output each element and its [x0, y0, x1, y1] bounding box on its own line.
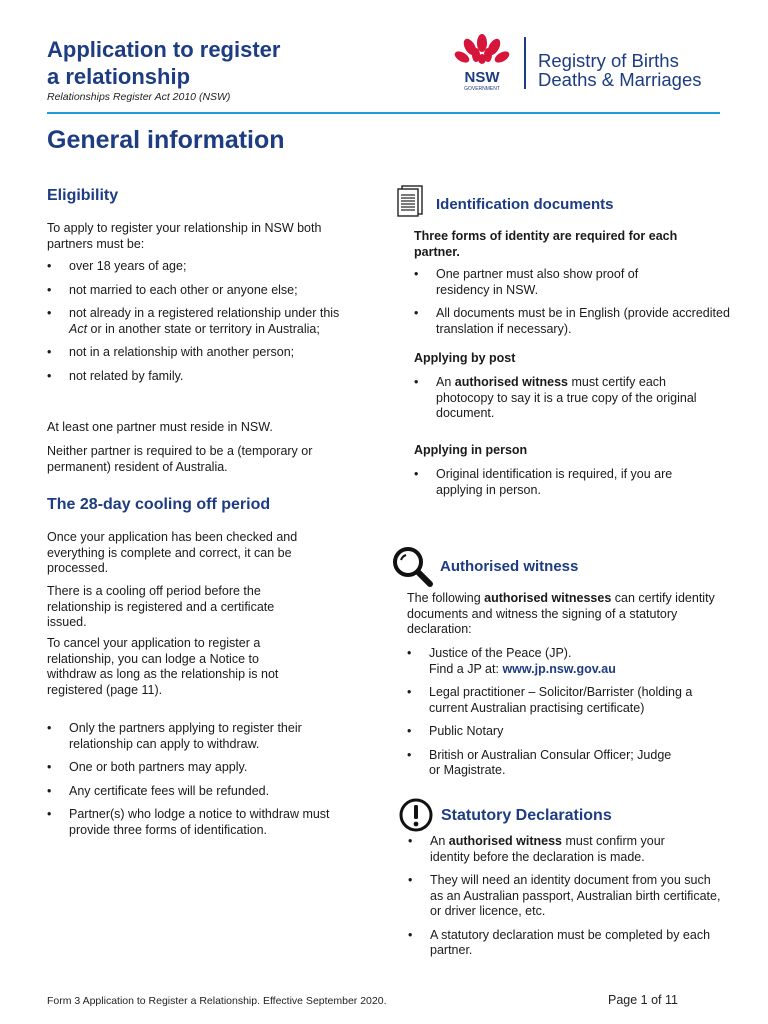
list-item: • Justice of the Peace (JP). Find a JP at: www.jp.nsw.gov.au — [407, 646, 727, 677]
eligibility-list — [47, 259, 347, 392]
registry-name — [538, 51, 701, 89]
list-item: • over 18 years of age; — [47, 259, 347, 275]
list-item: • Only the partners applying to register their relationship can apply to withdraw. — [47, 721, 347, 752]
list-item: • A statutory declaration must be completed by each partner. — [408, 928, 723, 959]
page-heading: General information — [47, 126, 285, 154]
eligibility-intro: To apply to register your relationship in NSW both partners must be: — [47, 221, 322, 251]
applying-in-person-heading: Applying in person — [414, 443, 528, 457]
id-documents-lead: Three forms of identity are required for each partner. — [414, 229, 678, 259]
list-item: • British or Australian Consular Officer; Judge or Magistrate. — [407, 748, 677, 779]
nsw-logo-text: NSW — [464, 69, 500, 86]
act-subtitle: Relationships Register Act 2010 (NSW) — [47, 91, 231, 103]
list-item: • An authorised witness must confirm your identity before the declaration is made. — [408, 834, 703, 865]
statutory-declarations-heading: Statutory Declarations — [441, 807, 612, 824]
document-title — [47, 36, 367, 90]
residency-note: Neither partner is required to be a (temporary or permanent) resident of Australia. — [47, 444, 313, 474]
withdraw-list — [47, 721, 347, 846]
cooling-off-heading: The 28-day cooling off period — [47, 496, 271, 513]
residence-note: At least one partner must reside in NSW. — [47, 420, 273, 434]
logo-divider — [524, 37, 526, 89]
list-item: • Legal practitioner – Solicitor/Barrister (holding a current Australian practising certificate) — [407, 685, 707, 716]
list-item: • Original identification is required, if you are applying in person. — [414, 467, 714, 498]
waratah-logo-icon — [454, 33, 510, 93]
applying-by-post-heading: Applying by post — [414, 351, 516, 365]
list-item: • One or both partners may apply. — [47, 760, 347, 776]
authorised-witness-heading: Authorised witness — [440, 558, 579, 575]
title-line-2: a relationship — [47, 64, 191, 89]
eligibility-heading: Eligibility — [47, 187, 119, 204]
header-divider — [47, 112, 720, 114]
list-item: • One partner must also show proof of residency in NSW. — [414, 267, 694, 298]
cooling-para-2: There is a cooling off period before the relationship is registered and a certificate issued. — [47, 584, 275, 629]
list-item: • not in a relationship with another person; — [47, 345, 347, 361]
statutory-declarations-list — [408, 834, 723, 967]
list-item: • They will need an identity document from you such as an Australian passport, Australian birth certificate, or driver licence, etc. — [408, 873, 723, 920]
magnifier-icon — [392, 546, 434, 588]
list-item: • Partner(s) who lodge a notice to withdraw must provide three forms of identification. — [47, 807, 347, 838]
authorised-witness-intro: The following authorised witnesses can certify identity documents and witness the signing of a statutory declaration: — [407, 591, 715, 636]
in-person-list — [414, 467, 714, 506]
registry-line-2: Deaths & Marriages — [538, 69, 702, 90]
title-line-1: Application to register — [47, 37, 281, 62]
list-item: • Any certificate fees will be refunded. — [47, 784, 347, 800]
government-logo-text: GOVERNMENT — [464, 86, 500, 92]
document-icon — [396, 185, 424, 217]
footer-form-info: Form 3 Application to Register a Relationship. Effective September 2020. — [47, 995, 387, 1007]
post-list — [414, 375, 714, 430]
list-item: • not related by family. — [47, 369, 347, 385]
exclamation-icon — [399, 798, 433, 832]
nsw-registry-logo — [452, 33, 730, 93]
cooling-para-1: Once your application has been checked and everything is complete and correct, it can be processed. — [47, 530, 298, 575]
list-item: • All documents must be in English (provide accredited translation if necessary). — [414, 306, 734, 337]
list-item: • An authorised witness must certify each photocopy to say it is a true copy of the original document. — [414, 375, 714, 422]
list-item: • not already in a registered relationship under this Act or in another state or territory in Australia; — [47, 306, 347, 337]
witness-list — [407, 646, 727, 787]
jp-website-link[interactable]: www.jp.nsw.gov.au — [502, 661, 616, 676]
registry-line-1: Registry of Births — [538, 50, 679, 71]
list-item: • Public Notary — [407, 724, 727, 740]
cooling-para-3: To cancel your application to register a relationship, you can lodge a Notice to withdraw as long as the relationship is not registered (page 11). — [47, 636, 279, 697]
list-item: • not married to each other or anyone else; — [47, 283, 347, 299]
page-number: Page 1 of 11 — [608, 993, 678, 1007]
id-documents-heading: Identification documents — [436, 196, 614, 213]
id-documents-list — [414, 267, 734, 345]
